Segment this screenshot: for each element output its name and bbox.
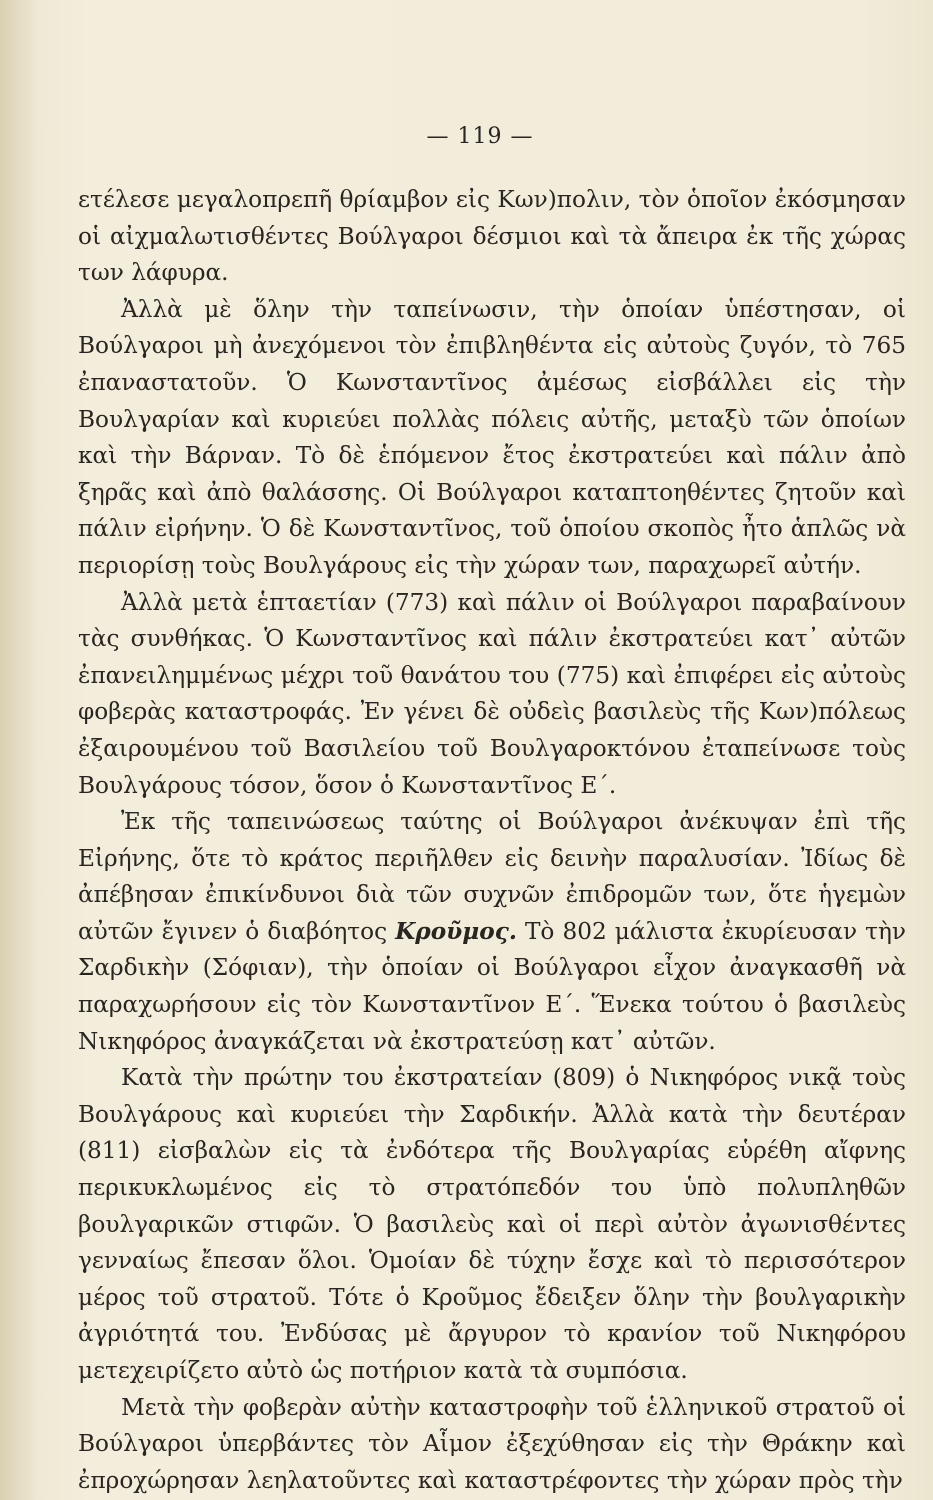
paragraph-4 [78, 804, 906, 1060]
paragraph-6: Μετὰ τὴν φοβερὰν αὐτὴν καταστροφὴν τοῦ ἑλληνικοῦ στρατοῦ οἱ Βούλγαροι ὑπερβάντες τὸν Αἷμον ἐξεχύθησαν εἰς τὴν Θράκην καὶ ἐπροχώρησαν λεηλατοῦντες καὶ καταστρέφοντες τὴν χώραν πρὸς τὴν [78, 1393, 906, 1494]
paragraph-2: Ἀλλὰ μὲ ὅλην τὴν ταπείνωσιν, τὴν ὁποίαν ὑπέστησαν, οἱ Βούλγαροι μὴ ἀνεχόμενοι τὸν ἐπιβληθέντα εἰς αὐτοὺς ζυγόν, τὸ 765 ἐπαναστατοῦν. Ὁ Κωνσταντῖνος ἀμέσως εἰσβάλλει εἰς τὴν Βουλγαρίαν καὶ κυριεύει πολλὰς πόλεις αὐτῆς, μεταξὺ τῶν ὁποίων καὶ τὴν Βάρναν. Τὸ δὲ ἑπόμενον ἔτος ἐκστρατεύει καὶ πάλιν ἀπὸ ξηρᾶς καὶ ἀπὸ θαλάσσης. Οἱ Βούλγαροι καταπτοηθέντες ζητοῦν καὶ πάλιν εἰρήνην. Ὁ δὲ Κωνσταντῖνος, τοῦ ὁποίου σκοπὸς ἦτο ἁπλῶς νὰ περιορίσῃ τοὺς Βουλγάρους εἰς τὴν χώραν των, παραχωρεῖ αὐτήν. [78, 295, 906, 579]
body-text [78, 182, 906, 1499]
paragraph-1: ετέλεσε μεγαλοπρεπῆ θρίαμβον εἰς Κων)πολιν, τὸν ὁποῖον ἐκόσμησαν οἱ αἰχμαλωτισθέντες Βούλγαροι δέσμιοι καὶ τὰ ἄπειρα ἐκ τῆς χώρας των λάφυρα. [78, 186, 906, 287]
binding-edge-shadow [0, 0, 36, 1500]
paragraph-3: Ἀλλὰ μετὰ ἑπταετίαν (773) καὶ πάλιν οἱ Βούλγαροι παραβαίνουν τὰς συνθήκας. Ὁ Κωνσταντῖνος καὶ πάλιν ἐκστρατεύει κατ᾽ αὐτῶν ἐπανειλημμένως μέχρι τοῦ θανάτου του (775) καὶ ἐπιφέρει εἰς αὐτοὺς φοβερὰς καταστροφάς. Ἐν γένει δὲ οὐδεὶς βασιλεὺς τῆς Κων)πόλεως ἐξαιρουμένου τοῦ Βασιλείου τοῦ Βουλγαροκτόνου ἐταπείνωσε τοὺς Βουλγάρους τόσον, ὅσον ὁ Κωνσταντῖνος Ε΄. [78, 588, 906, 799]
paragraph-4-text-after: Τὸ 802 μάλιστα ἐκυρίευσαν τὴν Σαρδικὴν (Σόφιαν), τὴν ὁποίαν οἱ Βούλγαροι εἶχον ἀναγκασθῆ νὰ παραχωρήσουν εἰς τὸν Κωνσταντῖνον Ε΄. Ἕνεκα τούτου ὁ βασιλεὺς Νικηφόρος ἀναγκάζεται νὰ ἐκστρατεύσῃ κατ᾽ αὐτῶν. [78, 917, 906, 1055]
paragraph-5: Κατὰ τὴν πρώτην του ἐκστρατείαν (809) ὁ Νικηφόρος νικᾷ τοὺς Βουλγάρους καὶ κυριεύει τὴν Σαρδικήν. Ἀλλὰ κατὰ τὴν δευτέραν (811) εἰσβαλὼν εἰς τὰ ἐνδότερα τῆς Βουλγαρίας εὑρέθη αἴφνης περικυκλωμένος εἰς τὸ στρατόπεδόν του ὑπὸ πολυπληθῶν βουλγαρικῶν στιφῶν. Ὁ βασιλεὺς καὶ οἱ περὶ αὐτὸν ἀγωνισθέντες γενναίως ἔπεσαν ὅλοι. Ὁμοίαν δὲ τύχην ἔσχε καὶ τὸ περισσότερον μέρος τοῦ στρατοῦ. Τότε ὁ Κροῦμος ἔδειξεν ὅλην τὴν βουλγαρικὴν ἀγριότητά του. Ἐνδύσας μὲ ἄργυρον τὸ κρανίον τοῦ Νικηφόρου μετεχειρίζετο αὐτὸ ὡς ποτήριον κατὰ τὰ συμπόσια. [78, 1064, 906, 1384]
krumos-name: Κροῦμος. [395, 917, 517, 945]
paragraph-4-text-before: Ἐκ τῆς ταπεινώσεως ταύτης οἱ Βούλγαροι ἀνέκυψαν ἐπὶ τῆς Εἰρήνης, ὅτε τὸ κράτος περιῆλθεν εἰς δεινὴν παραλυσίαν. Ἰδίως δὲ ἀπέβησαν ἐπικίνδυνοι διὰ τῶν συχνῶν ἐπιδρομῶν των, ὅτε ἡγεμὼν αὐτῶν ἔγινεν ὁ διαβόητος [78, 808, 906, 945]
page-number: — 119 — [426, 124, 534, 149]
